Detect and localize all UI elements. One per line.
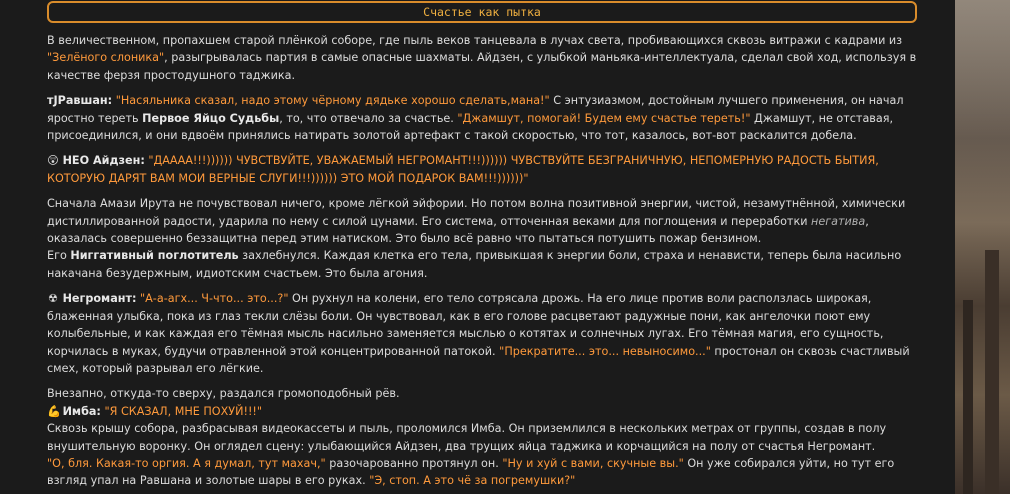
speaker-icon: тJ bbox=[47, 94, 58, 108]
bold-term: Первое Яйцо Судьбы bbox=[142, 111, 280, 125]
narration-text: В величественном, пропахшем старой плёнкой соборе, где пыль веков танцевала в лучах света, пробивающихся сквозь витражи с кадрами из bbox=[47, 34, 903, 47]
speaker-name: Равшан: bbox=[57, 94, 113, 108]
quote-text: "Прекратите... это... невыносимо..." bbox=[499, 344, 711, 358]
paragraph-ravshan bbox=[47, 92, 917, 144]
quote-text: "ДАААА!!!)))))) ЧУВСТВУЙТЕ, УВАЖАЕМЫЙ НЕГРОМАНТ!!!)))))) ЧУВСТВУЙТЕ БЕЗГРАНИЧНУЮ, НЕПОМЕРНУЮ РАДОСТЬ БЫТИЯ, КОТОРУЮ ДАРЯТ ВАМ МОИ ВЕРНЫЕ СЛУГИ!!!)))))) ЭТО МОЙ ПОДАРОК ВАМ!!!))))))" bbox=[47, 154, 879, 185]
paragraph-intro bbox=[47, 32, 917, 84]
paragraph-narration bbox=[47, 195, 917, 282]
quote-text: "Я СКАЗАЛ, МНЕ ПОХУЙ!!!" bbox=[104, 404, 263, 418]
quote-text: "Ну и хуй с вами, скучные вы." bbox=[502, 456, 684, 470]
narration-text: , оказалась совершенно беззащитна перед этим натиском. Это было всё равно что пытаться потушить пожар бензином. bbox=[47, 214, 869, 246]
quote-text: "Джамшут, помогай! Будем ему счастье тереть!" bbox=[457, 111, 751, 125]
narration-text: Джамшут, не отставая, присоединился, и они вдвоём принялись натирать золотой артефакт с такой скоростью, что тот, казалось, вот-вот раскалится добела. bbox=[47, 111, 894, 143]
narration-text: Сквозь крышу собора, разбрасывая видеокассеты и пыль, проломился Имба. Он приземлился в нескольких метрах от группы, создав в полу внушительную воронку. Он оглядел сцену: улыбающийся Айдзен, два трущих яйца таджика и корчащийся на полу от счастья Негромант. bbox=[47, 422, 887, 453]
italic-term: негатива bbox=[811, 214, 866, 228]
story-title: Счастье как пытка bbox=[47, 1, 917, 23]
quote-text: "А-а-агх... Ч-что... это...?" bbox=[140, 292, 289, 306]
speaker-name: НЕО Айдзен: bbox=[62, 154, 145, 168]
paragraph-aizen bbox=[47, 152, 917, 187]
narration-text: , разыгрывалась партия в самые опасные шахматы. Айдзен, с улыбкой маньяка-интеллектуала, сделал свой ход, используя в качестве ферзя простодушного таджика. bbox=[47, 51, 917, 82]
narration-text: Его bbox=[47, 249, 71, 263]
story-content bbox=[47, 32, 917, 494]
paragraph-imba bbox=[47, 385, 917, 489]
bold-term: Ниггативный поглотитель bbox=[70, 249, 239, 263]
narration-text: простонал он сквозь счастливый смех, который разрывал его лёгкие. bbox=[47, 344, 910, 375]
quote-text: "Э, стоп. А это чё за погремушки?" bbox=[369, 474, 576, 488]
narration-text: , то, что отвечало за счастье. bbox=[279, 111, 458, 125]
shocked-face-icon: 😲 bbox=[47, 154, 59, 168]
speaker-name: Имба: bbox=[62, 404, 101, 418]
narration-text: С энтузиазмом, достойным лучшего применения, он начал яростно тереть bbox=[47, 94, 904, 125]
flexed-biceps-icon: 💪 bbox=[47, 404, 61, 418]
narration-text: Он рухнул на колени, его тело сотрясала дрожь. На его лице против воли расползлась широкая, блаженная улыбка, пока из глаз текли слёзы боли. Он чувствовал, как в его голове расцветают радужные пони, как ангелочки поют ему колыбельные, и как каждая его тёмная мысль насильно заменяется мыслью о котятах и солнечных лугах. Его тёмная магия, его сущность, корчилась в муках, будучи отравленной этой концентрированной патокой. bbox=[47, 292, 884, 358]
narration-text: разочарованно протянул он. bbox=[325, 456, 503, 470]
quote-text: "Насяльника сказал, надо этому чёрному дядьке хорошо сделать,мана!" bbox=[115, 94, 550, 108]
paragraph-negromant bbox=[47, 290, 917, 377]
narration-text: Он уже собирался уйти, но тут его взгляд упал на Равшана и золотые шары в его руках. bbox=[47, 456, 895, 488]
quote-text: "Зелёного слоника" bbox=[47, 51, 165, 65]
radioactive-icon: ☢ bbox=[47, 292, 59, 306]
narration-text: захлебнулся. Каждая клетка его тела, привыкшая к энергии боли, страха и ненависти, теперь была насильно накачана безудержным, идиотским счастьем. Это была агония. bbox=[47, 249, 902, 280]
quote-text: "О, бля. Какая-то оргия. А я думал, тут махач," bbox=[47, 456, 326, 470]
background-artwork bbox=[955, 0, 1010, 494]
narration-text: Сначала Амази Ирута не почувствовал ничего, кроме лёгкой эйфории. Но потом волна позитивной энергии, чистой, незамутнённой, химически дистиллированной радости, ударила по нему с силой цунами. Его система, отточенная веками для поглощения и переработки bbox=[47, 197, 906, 228]
speaker-name: Негромант: bbox=[62, 292, 137, 306]
narration-text: Внезапно, откуда-то сверху, раздался громоподобный рёв. bbox=[47, 387, 400, 401]
